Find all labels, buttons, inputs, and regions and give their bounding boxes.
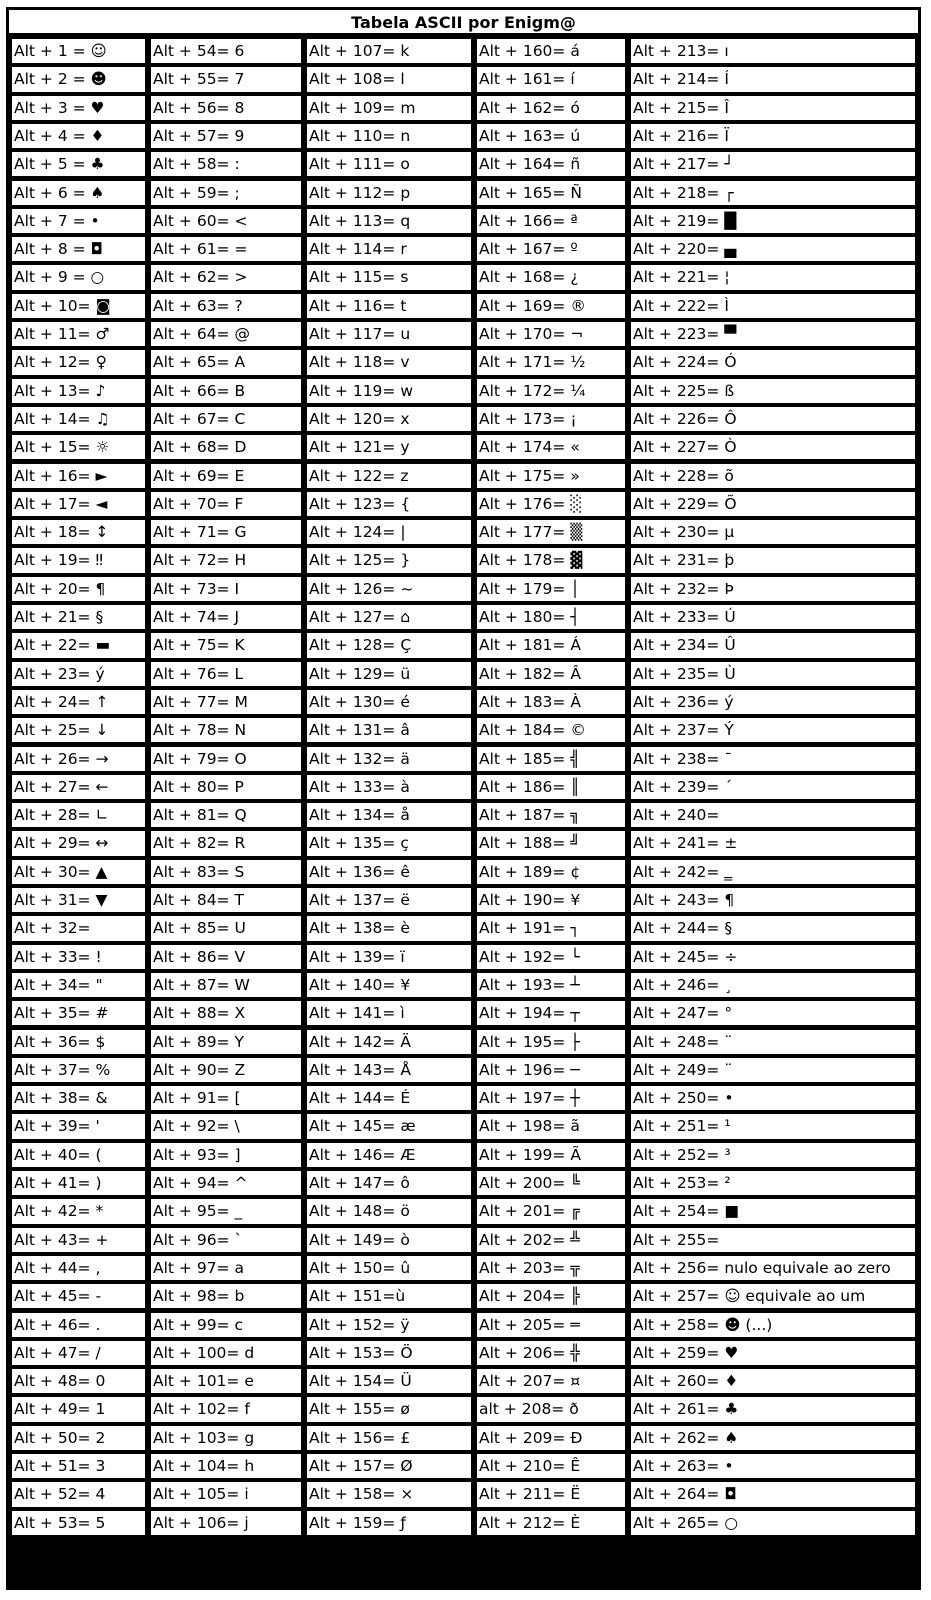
ascii-cell: Alt + 90= Z (151, 1058, 301, 1082)
ascii-cell: Alt + 10= ◙ (12, 294, 145, 318)
ascii-cell: Alt + 147= ô (307, 1171, 471, 1195)
ascii-cell: Alt + 205= ═ (477, 1313, 625, 1337)
ascii-cell: Alt + 190= ¥ (477, 888, 625, 912)
ascii-cell: Alt + 170= ¬ (477, 322, 625, 346)
column-3 (304, 36, 474, 1587)
ascii-cell: Alt + 51= 3 (12, 1454, 145, 1478)
ascii-cell: Alt + 142= Ä (307, 1030, 471, 1054)
ascii-cell: Alt + 108= l (307, 67, 471, 91)
ascii-cell: Alt + 186= ║ (477, 775, 625, 799)
ascii-cell: Alt + 249= ¨ (631, 1058, 915, 1082)
ascii-cell: Alt + 63= ? (151, 294, 301, 318)
ascii-cell: Alt + 76= L (151, 662, 301, 686)
ascii-cell: Alt + 263= • (631, 1454, 915, 1478)
ascii-cell: Alt + 216= Ï (631, 124, 915, 148)
ascii-cell: Alt + 213= ı (631, 39, 915, 63)
ascii-cell: Alt + 125= } (307, 548, 471, 572)
ascii-cell: Alt + 154= Ü (307, 1369, 471, 1393)
ascii-cell: Alt + 149= ò (307, 1228, 471, 1252)
ascii-cell: Alt + 182= Â (477, 662, 625, 686)
ascii-cell: Alt + 127= ⌂ (307, 605, 471, 629)
ascii-cell: Alt + 133= à (307, 775, 471, 799)
ascii-cell: Alt + 167= º (477, 237, 625, 261)
ascii-cell: Alt + 69= E (151, 464, 301, 488)
ascii-cell: Alt + 104= h (151, 1454, 301, 1478)
ascii-cell: Alt + 41= ) (12, 1171, 145, 1195)
ascii-cell: Alt + 246= ¸ (631, 973, 915, 997)
ascii-cell: Alt + 99= c (151, 1313, 301, 1337)
ascii-cell: Alt + 166= ª (477, 209, 625, 233)
ascii-cell: Alt + 87= W (151, 973, 301, 997)
ascii-cell: Alt + 214= Í (631, 67, 915, 91)
ascii-cell: Alt + 194= ┬ (477, 1001, 625, 1025)
ascii-cell: alt + 208= ð (477, 1397, 625, 1421)
ascii-cell: Alt + 77= M (151, 690, 301, 714)
ascii-cell: Alt + 225= ß (631, 379, 915, 403)
ascii-cell: Alt + 153= Ö (307, 1341, 471, 1365)
ascii-cell: Alt + 38= & (12, 1086, 145, 1110)
ascii-cell: Alt + 211= Ë (477, 1482, 625, 1506)
table-title: Tabela ASCII por Enigm@ (9, 10, 918, 36)
ascii-cell: Alt + 191= ┐ (477, 916, 625, 940)
ascii-cell: Alt + 224= Ó (631, 350, 915, 374)
ascii-cell: Alt + 30= ▲ (12, 860, 145, 884)
ascii-cell: Alt + 55= 7 (151, 67, 301, 91)
ascii-cell: Alt + 176= ░ (477, 492, 625, 516)
ascii-cell: Alt + 231= þ (631, 548, 915, 572)
ascii-cell: Alt + 62= > (151, 265, 301, 289)
ascii-cell: Alt + 243= ¶ (631, 888, 915, 912)
ascii-cell: Alt + 78= N (151, 718, 301, 742)
ascii-cell: Alt + 228= õ (631, 464, 915, 488)
ascii-cell: Alt + 47= / (12, 1341, 145, 1365)
ascii-cell: Alt + 83= S (151, 860, 301, 884)
ascii-cell: Alt + 259= ♥ (631, 1341, 915, 1365)
ascii-cell: Alt + 80= P (151, 775, 301, 799)
ascii-cell: Alt + 64= @ (151, 322, 301, 346)
ascii-cell: Alt + 96= ` (151, 1228, 301, 1252)
ascii-cell: Alt + 238= ¯ (631, 747, 915, 771)
ascii-cell: Alt + 260= ♦ (631, 1369, 915, 1393)
ascii-cell: Alt + 135= ç (307, 831, 471, 855)
ascii-cell: Alt + 137= ë (307, 888, 471, 912)
ascii-cell: Alt + 217= ┘ (631, 152, 915, 176)
ascii-cell: Alt + 124= | (307, 520, 471, 544)
column-5 (628, 36, 918, 1587)
ascii-cell: Alt + 28= ∟ (12, 803, 145, 827)
ascii-cell: Alt + 189= ¢ (477, 860, 625, 884)
ascii-cell: Alt + 37= % (12, 1058, 145, 1082)
ascii-cell: Alt + 65= A (151, 350, 301, 374)
ascii-cell: Alt + 256= nulo equivale ao zero (631, 1256, 915, 1280)
ascii-cell: Alt + 19= ‼ (12, 548, 145, 572)
ascii-cell: Alt + 58= : (151, 152, 301, 176)
ascii-cell: Alt + 56= 8 (151, 96, 301, 120)
ascii-cell: Alt + 98= b (151, 1284, 301, 1308)
ascii-cell: Alt + 209= Đ (477, 1426, 625, 1450)
ascii-cell: Alt + 164= ñ (477, 152, 625, 176)
ascii-cell: Alt + 6 = ♠ (12, 181, 145, 205)
ascii-cell: Alt + 117= u (307, 322, 471, 346)
ascii-cell: Alt + 235= Ù (631, 662, 915, 686)
ascii-cell: Alt + 251= ¹ (631, 1114, 915, 1138)
ascii-cell: Alt + 118= v (307, 350, 471, 374)
ascii-cell: Alt + 92= \ (151, 1114, 301, 1138)
ascii-cell: Alt + 151=ù (307, 1284, 471, 1308)
ascii-cell: Alt + 168= ¿ (477, 265, 625, 289)
ascii-cell: Alt + 221= ¦ (631, 265, 915, 289)
ascii-cell: Alt + 206= ╬ (477, 1341, 625, 1365)
ascii-cell: Alt + 207= ¤ (477, 1369, 625, 1393)
ascii-cell: Alt + 143= Å (307, 1058, 471, 1082)
ascii-cell: Alt + 16= ► (12, 464, 145, 488)
ascii-cell: Alt + 110= n (307, 124, 471, 148)
column-1 (9, 36, 148, 1587)
ascii-cell: Alt + 204= ╠ (477, 1284, 625, 1308)
ascii-cell: Alt + 111= o (307, 152, 471, 176)
ascii-cell: Alt + 180= ┤ (477, 605, 625, 629)
ascii-cell: Alt + 134= å (307, 803, 471, 827)
ascii-cell: Alt + 145= æ (307, 1114, 471, 1138)
ascii-cell: Alt + 203= ╦ (477, 1256, 625, 1280)
ascii-cell: Alt + 264= ◘ (631, 1482, 915, 1506)
ascii-cell: Alt + 126= ~ (307, 577, 471, 601)
ascii-cell: Alt + 185= ╣ (477, 747, 625, 771)
ascii-cell: Alt + 50= 2 (12, 1426, 145, 1450)
ascii-cell: Alt + 102= f (151, 1397, 301, 1421)
ascii-cell: Alt + 229= Õ (631, 492, 915, 516)
ascii-cell: Alt + 179= │ (477, 577, 625, 601)
ascii-cell: Alt + 178= ▓ (477, 548, 625, 572)
ascii-cell: Alt + 32= (12, 916, 145, 940)
ascii-cell: Alt + 132= ä (307, 747, 471, 771)
ascii-cell: Alt + 4 = ♦ (12, 124, 145, 148)
ascii-cell: Alt + 33= ! (12, 945, 145, 969)
ascii-cell: Alt + 183= À (477, 690, 625, 714)
ascii-cell: Alt + 88= X (151, 1001, 301, 1025)
ascii-cell: Alt + 44= , (12, 1256, 145, 1280)
ascii-cell: Alt + 79= O (151, 747, 301, 771)
ascii-cell: Alt + 114= r (307, 237, 471, 261)
ascii-cell: Alt + 42= * (12, 1199, 145, 1223)
ascii-cell: Alt + 113= q (307, 209, 471, 233)
ascii-cell: Alt + 240= (631, 803, 915, 827)
column-2 (148, 36, 304, 1587)
ascii-cell: Alt + 244= § (631, 916, 915, 940)
ascii-cell: Alt + 152= ÿ (307, 1313, 471, 1337)
ascii-cell: Alt + 172= ¼ (477, 379, 625, 403)
ascii-cell: Alt + 59= ; (151, 181, 301, 205)
ascii-cell: Alt + 123= { (307, 492, 471, 516)
ascii-cell: Alt + 184= © (477, 718, 625, 742)
ascii-cell: Alt + 233= Ú (631, 605, 915, 629)
ascii-cell: Alt + 193= ┴ (477, 973, 625, 997)
ascii-cell: Alt + 17= ◄ (12, 492, 145, 516)
ascii-cell: Alt + 236= ý (631, 690, 915, 714)
ascii-cell: Alt + 253= ² (631, 1171, 915, 1195)
ascii-cell: Alt + 161= í (477, 67, 625, 91)
ascii-cell: Alt + 101= e (151, 1369, 301, 1393)
ascii-cell: Alt + 255= (631, 1228, 915, 1252)
ascii-cell: Alt + 157= Ø (307, 1454, 471, 1478)
ascii-cell: Alt + 195= ├ (477, 1030, 625, 1054)
ascii-cell: Alt + 129= ü (307, 662, 471, 686)
ascii-cell: Alt + 175= » (477, 464, 625, 488)
ascii-cell: Alt + 163= ú (477, 124, 625, 148)
ascii-cell: Alt + 210= Ê (477, 1454, 625, 1478)
ascii-cell: Alt + 67= C (151, 407, 301, 431)
ascii-cell: Alt + 27= ← (12, 775, 145, 799)
ascii-cell: Alt + 74= J (151, 605, 301, 629)
ascii-cell: Alt + 252= ³ (631, 1143, 915, 1167)
ascii-cell: Alt + 131= â (307, 718, 471, 742)
ascii-cell: Alt + 9 = ○ (12, 265, 145, 289)
ascii-cell: Alt + 109= m (307, 96, 471, 120)
ascii-cell: Alt + 237= Ý (631, 718, 915, 742)
ascii-cell: Alt + 84= T (151, 888, 301, 912)
ascii-cell: Alt + 43= + (12, 1228, 145, 1252)
ascii-cell: Alt + 12= ♀ (12, 350, 145, 374)
ascii-cell: Alt + 165= Ñ (477, 181, 625, 205)
ascii-cell: Alt + 23= ý (12, 662, 145, 686)
ascii-cell: Alt + 201= ╔ (477, 1199, 625, 1223)
ascii-cell: Alt + 196= ─ (477, 1058, 625, 1082)
ascii-cell: Alt + 173= ¡ (477, 407, 625, 431)
ascii-cell: Alt + 158= × (307, 1482, 471, 1506)
ascii-cell: Alt + 156= £ (307, 1426, 471, 1450)
ascii-cell: Alt + 82= R (151, 831, 301, 855)
ascii-cell: Alt + 159= ƒ (307, 1511, 471, 1535)
ascii-cell: Alt + 138= è (307, 916, 471, 940)
ascii-cell: Alt + 223= ▀ (631, 322, 915, 346)
ascii-cell: Alt + 21= § (12, 605, 145, 629)
ascii-cell: Alt + 52= 4 (12, 1482, 145, 1506)
ascii-cell: Alt + 261= ♣ (631, 1397, 915, 1421)
ascii-cell: Alt + 8 = ◘ (12, 237, 145, 261)
ascii-cell: Alt + 57= 9 (151, 124, 301, 148)
ascii-cell: Alt + 91= [ (151, 1086, 301, 1110)
ascii-cell: Alt + 265= ○ (631, 1511, 915, 1535)
ascii-cell: Alt + 215= Î (631, 96, 915, 120)
ascii-cell: Alt + 120= x (307, 407, 471, 431)
ascii-cell: Alt + 20= ¶ (12, 577, 145, 601)
ascii-cell: Alt + 45= - (12, 1284, 145, 1308)
ascii-cell: Alt + 89= Y (151, 1030, 301, 1054)
ascii-cell: Alt + 232= Þ (631, 577, 915, 601)
ascii-cell: Alt + 85= U (151, 916, 301, 940)
ascii-cell: Alt + 200= ╚ (477, 1171, 625, 1195)
ascii-cell: Alt + 54= 6 (151, 39, 301, 63)
ascii-cell: Alt + 230= µ (631, 520, 915, 544)
ascii-cell: Alt + 250= • (631, 1086, 915, 1110)
ascii-cell: Alt + 139= ï (307, 945, 471, 969)
ascii-cell: Alt + 162= ó (477, 96, 625, 120)
ascii-cell: Alt + 48= 0 (12, 1369, 145, 1393)
ascii-cell: Alt + 105= i (151, 1482, 301, 1506)
ascii-cell: Alt + 169= ® (477, 294, 625, 318)
ascii-cell: Alt + 93= ] (151, 1143, 301, 1167)
ascii-cell: Alt + 192= └ (477, 945, 625, 969)
ascii-cell: Alt + 81= Q (151, 803, 301, 827)
ascii-cell: Alt + 248= ¨ (631, 1030, 915, 1054)
ascii-cell: Alt + 95= _ (151, 1199, 301, 1223)
ascii-cell: Alt + 119= w (307, 379, 471, 403)
ascii-cell: Alt + 73= I (151, 577, 301, 601)
ascii-cell: Alt + 116= t (307, 294, 471, 318)
ascii-cell: Alt + 136= ê (307, 860, 471, 884)
ascii-cell: Alt + 202= ╩ (477, 1228, 625, 1252)
ascii-cell: Alt + 262= ♠ (631, 1426, 915, 1450)
ascii-cell: Alt + 39= ' (12, 1114, 145, 1138)
ascii-cell: Alt + 22= ▬ (12, 633, 145, 657)
ascii-cell: Alt + 97= a (151, 1256, 301, 1280)
ascii-cell: Alt + 66= B (151, 379, 301, 403)
ascii-cell: Alt + 187= ╗ (477, 803, 625, 827)
ascii-cell: Alt + 5 = ♣ (12, 152, 145, 176)
ascii-cell: Alt + 222= Ì (631, 294, 915, 318)
ascii-cell: Alt + 177= ▒ (477, 520, 625, 544)
ascii-cell: Alt + 103= g (151, 1426, 301, 1450)
ascii-cell: Alt + 68= D (151, 435, 301, 459)
ascii-cell: Alt + 254= ■ (631, 1199, 915, 1223)
ascii-cell: Alt + 61= = (151, 237, 301, 261)
ascii-cell: Alt + 72= H (151, 548, 301, 572)
ascii-cell: Alt + 140= ¥ (307, 973, 471, 997)
ascii-cell: Alt + 155= ø (307, 1397, 471, 1421)
ascii-cell: Alt + 171= ½ (477, 350, 625, 374)
ascii-cell: Alt + 146= Æ (307, 1143, 471, 1167)
ascii-cell: Alt + 150= û (307, 1256, 471, 1280)
ascii-cell: Alt + 75= K (151, 633, 301, 657)
ascii-cell: Alt + 2 = ☻ (12, 67, 145, 91)
column-4 (474, 36, 628, 1587)
ascii-cell: Alt + 242= ‗ (631, 860, 915, 884)
ascii-cell: Alt + 258= ☻ (...) (631, 1313, 915, 1337)
ascii-cell: Alt + 197= ┼ (477, 1086, 625, 1110)
ascii-cell: Alt + 3 = ♥ (12, 96, 145, 120)
ascii-cell: Alt + 94= ^ (151, 1171, 301, 1195)
ascii-cell: Alt + 160= á (477, 39, 625, 63)
ascii-cell: Alt + 71= G (151, 520, 301, 544)
ascii-cell: Alt + 220= ▄ (631, 237, 915, 261)
ascii-cell: Alt + 26= → (12, 747, 145, 771)
ascii-cell: Alt + 36= $ (12, 1030, 145, 1054)
ascii-cell: Alt + 106= j (151, 1511, 301, 1535)
ascii-cell: Alt + 198= ã (477, 1114, 625, 1138)
ascii-cell: Alt + 218= ┌ (631, 181, 915, 205)
ascii-cell: Alt + 247= ° (631, 1001, 915, 1025)
ascii-cell: Alt + 181= Á (477, 633, 625, 657)
ascii-cell: Alt + 11= ♂ (12, 322, 145, 346)
ascii-cell: Alt + 31= ▼ (12, 888, 145, 912)
ascii-cell: Alt + 234= Û (631, 633, 915, 657)
ascii-cell: Alt + 13= ♪ (12, 379, 145, 403)
ascii-cell: Alt + 219= █ (631, 209, 915, 233)
ascii-cell: Alt + 174= « (477, 435, 625, 459)
ascii-grid (9, 36, 918, 1587)
ascii-cell: Alt + 188= ╝ (477, 831, 625, 855)
ascii-cell: Alt + 122= z (307, 464, 471, 488)
ascii-cell: Alt + 257= ☺ equivale ao um (631, 1284, 915, 1308)
ascii-cell: Alt + 14= ♫ (12, 407, 145, 431)
ascii-cell: Alt + 1 = ☺ (12, 39, 145, 63)
ascii-cell: Alt + 24= ↑ (12, 690, 145, 714)
ascii-cell: Alt + 100= d (151, 1341, 301, 1365)
ascii-cell: Alt + 144= É (307, 1086, 471, 1110)
ascii-cell: Alt + 70= F (151, 492, 301, 516)
ascii-cell: Alt + 40= ( (12, 1143, 145, 1167)
ascii-cell: Alt + 241= ± (631, 831, 915, 855)
ascii-cell: Alt + 25= ↓ (12, 718, 145, 742)
ascii-cell: Alt + 115= s (307, 265, 471, 289)
ascii-cell: Alt + 121= y (307, 435, 471, 459)
ascii-cell: Alt + 128= Ç (307, 633, 471, 657)
ascii-cell: Alt + 199= Ã (477, 1143, 625, 1167)
ascii-cell: Alt + 245= ÷ (631, 945, 915, 969)
ascii-cell: Alt + 86= V (151, 945, 301, 969)
ascii-cell: Alt + 239= ´ (631, 775, 915, 799)
ascii-cell: Alt + 35= # (12, 1001, 145, 1025)
ascii-cell: Alt + 60= < (151, 209, 301, 233)
ascii-cell: Alt + 130= é (307, 690, 471, 714)
ascii-cell: Alt + 226= Ô (631, 407, 915, 431)
ascii-cell: Alt + 53= 5 (12, 1511, 145, 1535)
ascii-cell: Alt + 212= È (477, 1511, 625, 1535)
ascii-cell: Alt + 112= p (307, 181, 471, 205)
ascii-cell: Alt + 18= ↕ (12, 520, 145, 544)
ascii-cell: Alt + 34= " (12, 973, 145, 997)
ascii-cell: Alt + 148= ö (307, 1199, 471, 1223)
ascii-cell: Alt + 15= ☼ (12, 435, 145, 459)
ascii-cell: Alt + 29= ↔ (12, 831, 145, 855)
ascii-table (6, 7, 921, 1590)
ascii-cell: Alt + 46= . (12, 1313, 145, 1337)
ascii-cell: Alt + 7 = • (12, 209, 145, 233)
ascii-cell: Alt + 107= k (307, 39, 471, 63)
ascii-cell: Alt + 227= Ò (631, 435, 915, 459)
ascii-cell: Alt + 49= 1 (12, 1397, 145, 1421)
ascii-cell: Alt + 141= ì (307, 1001, 471, 1025)
